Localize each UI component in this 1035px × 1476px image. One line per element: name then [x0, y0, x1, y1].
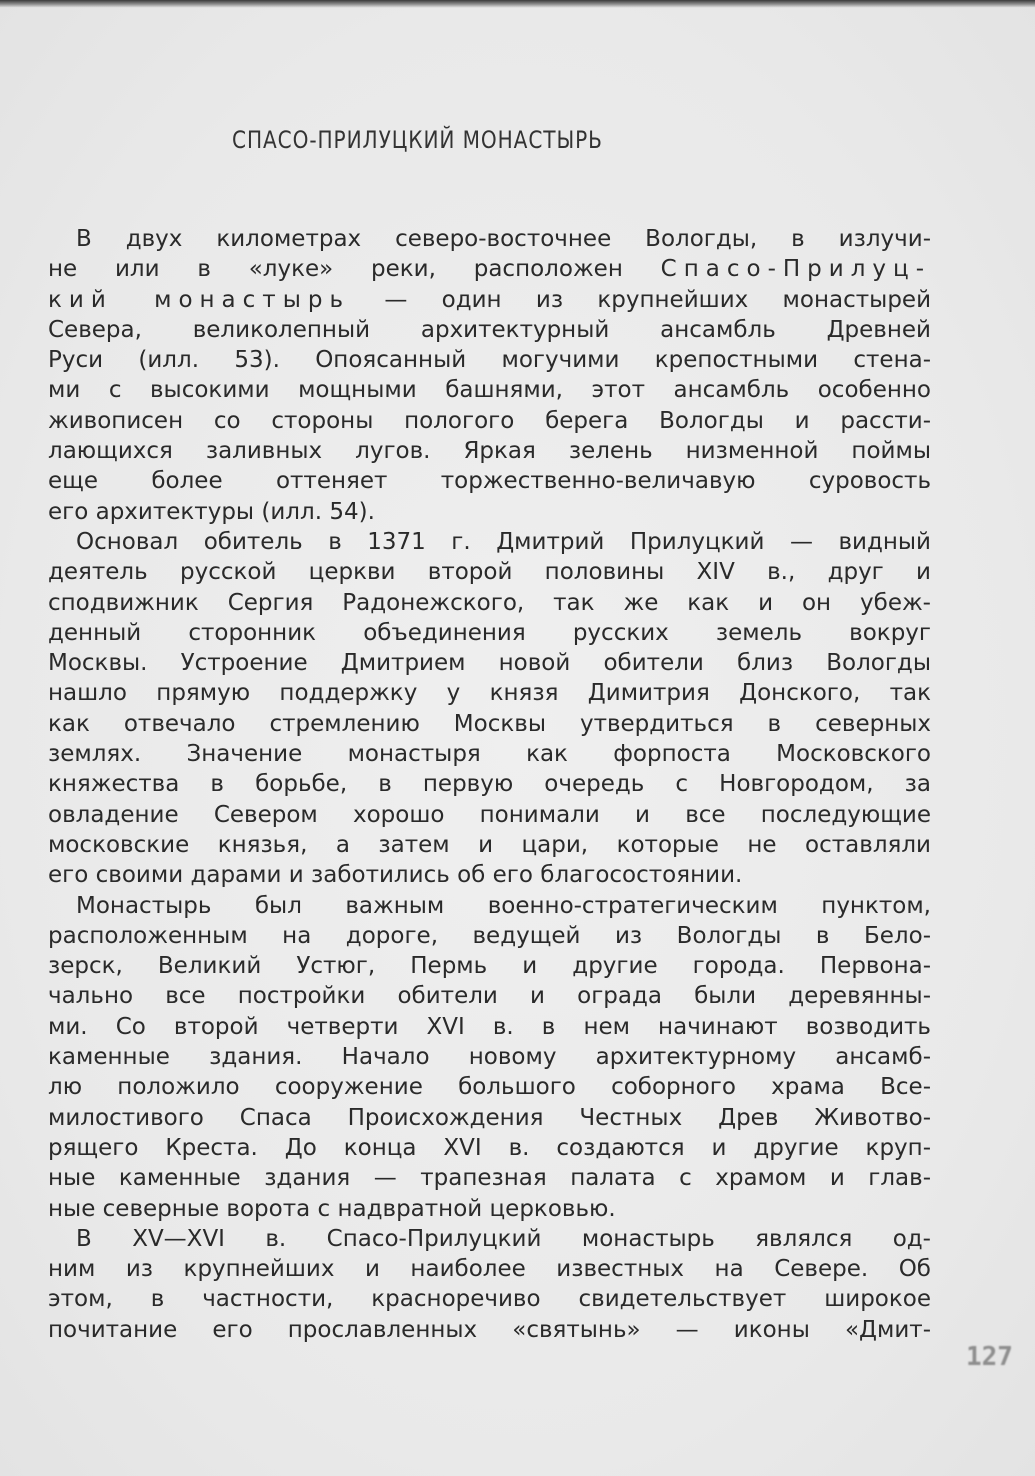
- page-title: СПАСО-ПРИЛУЦКИЙ МОНАСТЫРЬ: [232, 126, 603, 154]
- text-line: живописен со стороны пологого берега Вологды и рассти-: [48, 407, 931, 434]
- text-line: его своими дарами и заботились об его благосостоянии.: [48, 862, 743, 889]
- text-line: лающихся заливных лугов. Яркая зелень низменной поймы: [48, 438, 931, 465]
- text-line: [48, 254, 931, 284]
- text-line: [48, 285, 931, 315]
- text-line: зерск, Великий Устюг, Пермь и другие города. Первона-: [48, 953, 931, 980]
- text-line: расположенным на дороге, ведущей из Вологды в Бело-: [48, 922, 931, 949]
- text-line: нашло прямую поддержку у князя Димитрия Донского, так: [48, 680, 931, 707]
- text-line: ные северные ворота с надвратной церковью.: [48, 1195, 616, 1222]
- page-top-edge-shadow: [0, 0, 1035, 8]
- text-line: сподвижник Сергия Радонежского, так же как и он убеж-: [48, 589, 931, 616]
- emphasized-monastery-name: Спасо-Прилуц-: [660, 256, 931, 283]
- text-line: почитание его прославленных «святынь» — иконы «Дмит-: [48, 1316, 931, 1343]
- text-line: ные каменные здания — трапезная палата с храмом и глав-: [48, 1165, 931, 1192]
- text-line: каменные здания. Начало новому архитектурному ансамб-: [48, 1044, 931, 1071]
- text-line: Монастырь был важным военно-стратегическим пунктом,: [76, 892, 931, 919]
- text-line: княжества в борьбе, в первую очередь с Новгородом, за: [48, 771, 931, 798]
- text-line: Основал обитель в 1371 г. Дмитрий Прилуцкий — видный: [76, 528, 931, 555]
- text-line: деятель русской церкви второй половины XIV в., друг и: [48, 559, 931, 586]
- text-line: денный сторонник объединения русских земель вокруг: [48, 619, 931, 646]
- text-line: этом, в частности, красноречиво свидетельствует широкое: [48, 1286, 931, 1313]
- text-line: Севера, великолепный архитектурный ансамбль Древней: [48, 316, 931, 343]
- text-line: ми. Со второй четверти XVI в. в нем начинают возводить: [48, 1013, 931, 1040]
- text-line: московские князья, а затем и цари, которые не оставляли: [48, 831, 931, 858]
- page-number: 127: [966, 1342, 1013, 1372]
- text-line: его архитектуры (илл. 54).: [48, 498, 375, 525]
- text-line: еще более оттеняет торжественно-величавую суровость: [48, 468, 931, 495]
- text-line: милостивого Спаса Происхождения Честных Древ Животво-: [48, 1104, 931, 1131]
- text-line: землях. Значение монастыря как форпоста Московского: [48, 741, 931, 768]
- text-line: чально все постройки обители и ограда были деревянны-: [48, 983, 931, 1010]
- text-fragment: — один из крупнейших монастырей: [384, 286, 932, 313]
- text-line: В XV—XVI в. Спасо-Прилуцкий монастырь являлся од-: [76, 1225, 931, 1252]
- body-text: [48, 224, 931, 1345]
- text-line: Москвы. Устроение Дмитрием новой обители близ Вологды: [48, 650, 931, 677]
- text-line: рящего Креста. До конца XVI в. создаются и другие круп-: [48, 1134, 931, 1161]
- text-line: Руси (илл. 53). Опоясанный могучими крепостными стена-: [48, 347, 931, 374]
- text-line: как отвечало стремлению Москвы утвердиться в северных: [48, 710, 931, 737]
- text-line: лю положило сооружение большого соборного храма Все-: [48, 1074, 931, 1101]
- text-line: В двух километрах северо-восточнее Вологды, в излучи-: [76, 226, 931, 252]
- text-line: овладение Севером хорошо понимали и все последующие: [48, 801, 931, 828]
- text-fragment: не или в «луке» реки, расположен: [48, 256, 623, 283]
- text-line: ми с высокими мощными башнями, этот ансамбль особенно: [48, 377, 931, 404]
- text-line: ним из крупнейших и наиболее известных на Севере. Об: [48, 1256, 931, 1283]
- emphasized-monastery-name: кий монастырь: [48, 286, 351, 313]
